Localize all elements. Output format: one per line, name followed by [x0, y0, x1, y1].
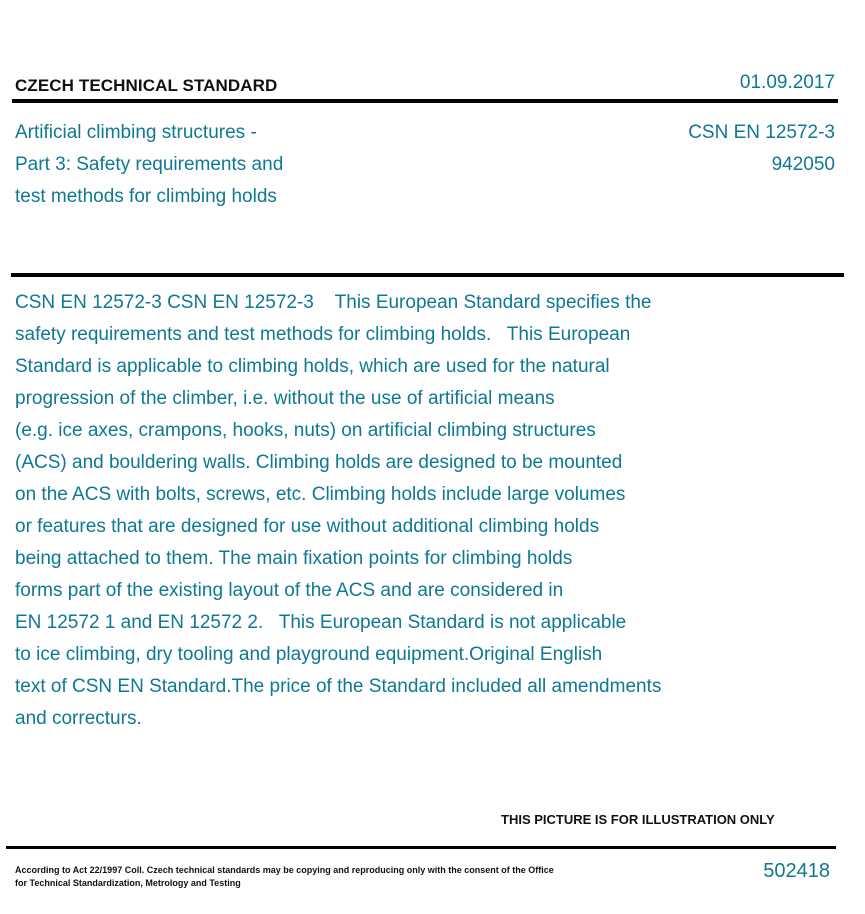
- abstract-line: progression of the climber, i.e. without the use of artificial means: [15, 388, 555, 409]
- standard-identifiers: [688, 117, 835, 181]
- header-divider: [12, 99, 838, 103]
- abstract-line: (e.g. ice axes, crampons, hooks, nuts) on artificial climbing structures: [15, 420, 596, 441]
- standard-code: CSN EN 12572-3: [688, 122, 835, 143]
- standard-date: 01.09.2017: [739, 72, 835, 93]
- abstract-line: EN 12572 1 and EN 12572 2. This European Standard is not applicable: [15, 612, 627, 633]
- copyright-note: [15, 864, 595, 890]
- class-number: 942050: [771, 154, 835, 175]
- title-divider: [11, 273, 844, 277]
- title-line: Part 3: Safety requirements and: [15, 154, 284, 175]
- copyright-line: According to Act 22/1997 Coll. Czech technical standards may be copying and reproducing only with the consent of the Office: [15, 865, 554, 875]
- standard-abstract: [15, 287, 775, 735]
- abstract-line: on the ACS with bolts, screws, etc. Climbing holds include large volumes: [15, 484, 626, 505]
- abstract-line: CSN EN 12572-3 CSN EN 12572-3 This European Standard specifies the: [15, 292, 652, 313]
- abstract-line: safety requirements and test methods for climbing holds. This European: [15, 324, 631, 345]
- illustration-disclaimer: THIS PICTURE IS FOR ILLUSTRATION ONLY: [501, 812, 775, 827]
- standard-type-label: CZECH TECHNICAL STANDARD: [15, 76, 278, 95]
- abstract-line: Standard is applicable to climbing holds, which are used for the natural: [15, 356, 610, 377]
- abstract-line: text of CSN EN Standard.The price of the Standard included all amendments: [15, 676, 662, 697]
- copyright-line: for Technical Standardization, Metrology and Testing: [15, 878, 241, 888]
- abstract-line: being attached to them. The main fixation points for climbing holds: [15, 548, 573, 569]
- footer-divider: [6, 846, 836, 849]
- title-line: Artificial climbing structures -: [15, 122, 257, 143]
- abstract-line: and correcturs.: [15, 708, 142, 729]
- abstract-line: forms part of the existing layout of the ACS and are considered in: [15, 580, 564, 601]
- abstract-line: to ice climbing, dry tooling and playground equipment.Original English: [15, 644, 603, 665]
- catalog-number: 502418: [763, 860, 830, 882]
- abstract-line: (ACS) and bouldering walls. Climbing holds are designed to be mounted: [15, 452, 623, 473]
- title-line: test methods for climbing holds: [15, 186, 277, 207]
- standard-title: [15, 117, 283, 213]
- abstract-line: or features that are designed for use without additional climbing holds: [15, 516, 600, 537]
